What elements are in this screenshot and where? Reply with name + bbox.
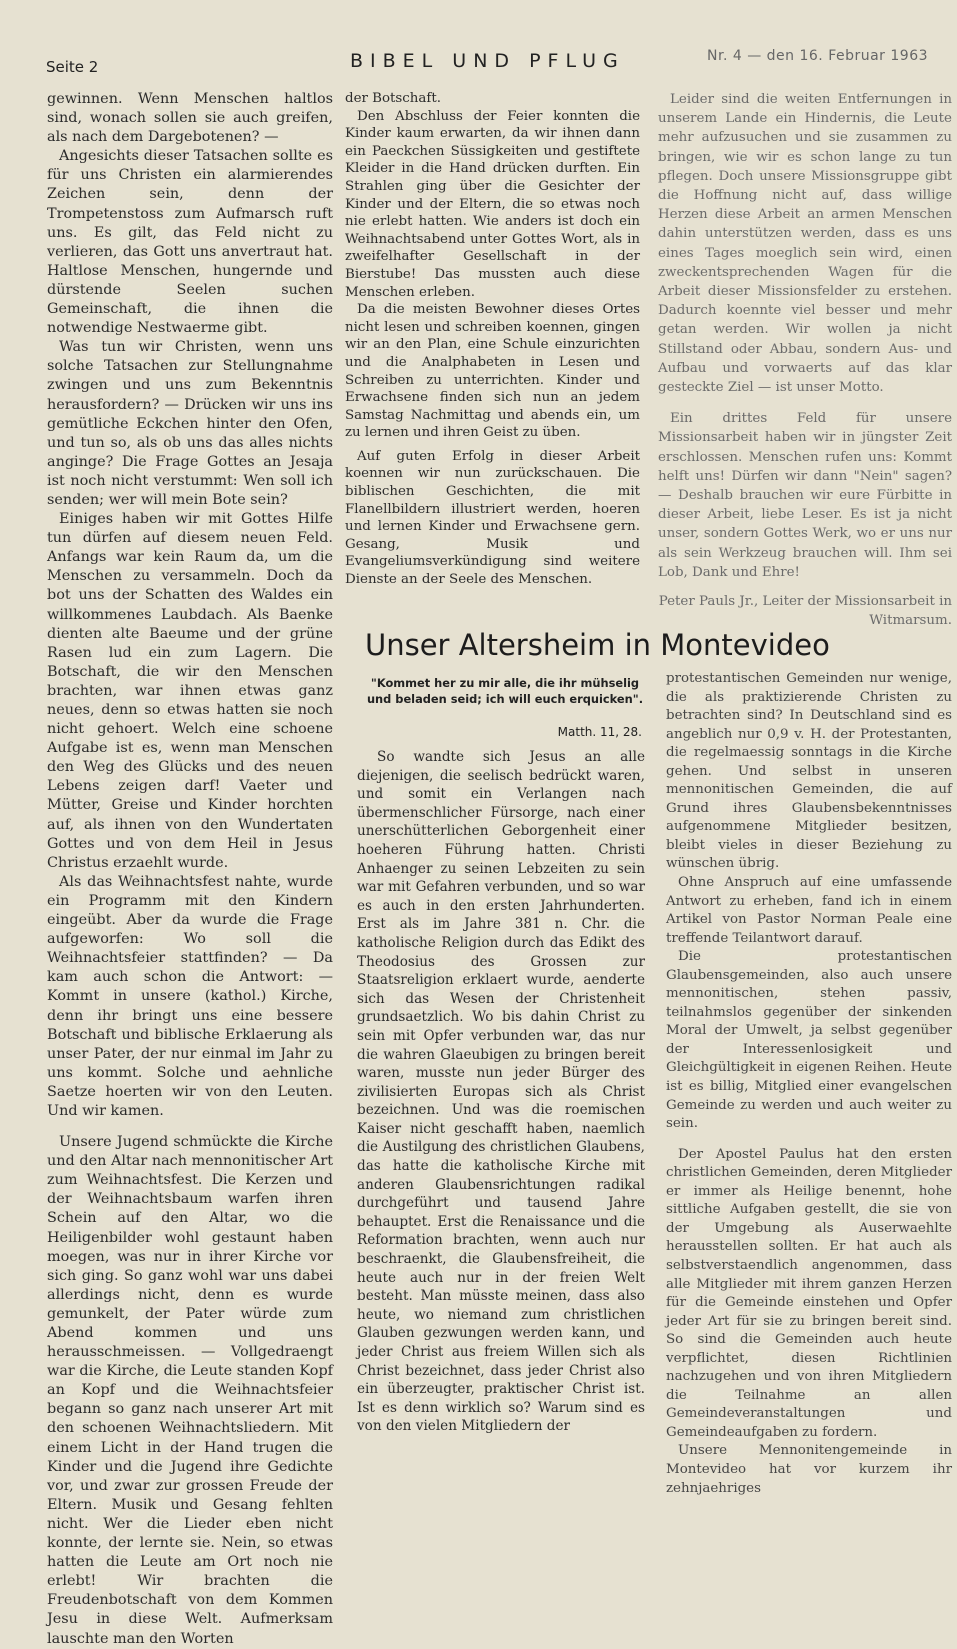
column-3	[658, 90, 952, 629]
paragraph: Die protestantischen Glaubensgemeinden, also auch unsere mennonitischen, stehen passiv, teilnahmslos gegenüber der sinkenden Moral der Umwelt, ja selbst gegenüber der Interessenlosigkeit und Gleichgültigkeit in eigenen Reihen. Heute ist es billig, Mitglied einer evangelschen Gemeinde zu werden und auch weiter zu sein.	[666, 949, 952, 1132]
paragraph: Den Abschluss der Feier konnten die Kinder kaum erwarten, da wir ihnen dann ein Paeckchen Süssigkeiten und gestiftete Kleider in die Hand drücken durften. Ein Strahlen ging über die Gesichter der Kinder und der Eltern, die so etwas noch nie erlebt hatten. Wie anders ist doch ein Weihnachtsabend unter Gottes Wort, als in zweifelhafter Gesellschaft in der Bierstube! Das mussten auch diese Menschen erleben.	[345, 108, 640, 300]
author-signature: Peter Pauls Jr., Leiter der Missionsarbeit in Witmarsum.	[658, 594, 952, 629]
paragraph: protestantischen Gemeinden nur wenige, die als praktizierende Christen zu betrachten sind? In Deutschland sind es angeblich nur 0,9 v. H. der Protestanten, die regelmaessig sonntags in die Kirche gehen. Und selbst in unseren mennonitischen Gemeinden, die auf Grund ihres Glaubensbekenntnisses aufgenommene Mitglieder besitzen, bleibt vieles in dieser Beziehung zu wünschen übrig.	[666, 671, 952, 872]
newspaper-title: BIBEL UND PFLUG	[350, 50, 625, 72]
bible-quote: "Kommet her zu mir alle, die ihr mühselig und beladen seid; ich will euch erquicken".	[366, 676, 644, 706]
paragraph: der Botschaft.	[345, 91, 442, 106]
issue-date: Nr. 4 — den 16. Februar 1963	[707, 48, 929, 64]
paragraph: Da die meisten Bewohner dieses Ortes nicht lesen und schreiben koennen, gingen wir an den Plan, eine Schule einzurichten und die Analphabeten in Lesen und Schreiben zu unterrichten. Kinder und Erwachsene finden sich nun an jedem Samstag Nachmittag und abends ein, um zu lernen und ihren Geist zu üben.	[345, 302, 640, 441]
column-2	[345, 90, 640, 615]
paragraph: gewinnen. Wenn Menschen haltlos sind, wonach sollen sie auch greifen, als nach dem Dargebotenen? —	[47, 91, 333, 146]
column-1	[47, 90, 333, 1647]
column-5	[666, 670, 952, 1496]
paragraph: Was tun wir Christen, wenn uns solche Tatsachen zur Stellungnahme zwingen und uns zum Bekenntnis herausfordern? — Drücken wir uns ins gemütliche Eckchen hinter den Ofen, und tun so, als ob uns das alles nichts anginge? Die Frage Gottes an Jesaja ist noch nicht verstummt: Wen soll ich senden; wer will mein Bote sein?	[47, 339, 333, 508]
page-header	[0, 0, 957, 90]
paragraph: Ohne Anspruch auf eine umfassende Antwort zu erheben, fand ich in einem Artikel von Pastor Norman Peale eine treffende Teilantwort darauf.	[666, 875, 952, 946]
paragraph: Als das Weihnachtsfest nahte, wurde ein Programm mit den Kindern eingeübt. Aber da wurde die Frage aufgeworfen: Wo soll die Weihnachtsfeier stattfinden? — Da kam auch schon die Antwort: — Kommt in unsere (kathol.) Kirche, denn ihr bringt uns eine bessere Botschaft und biblische Erklaerung als unser Pater, der nur einmal im Jahr zu uns kommt. Solche und aehnliche Saetze hoerten wir von den Leuten. Und wir kamen.	[47, 873, 333, 1119]
paragraph: Angesichts dieser Tatsachen sollte es für uns Christen ein alarmierendes Zeichen sein, denn der Trompetenstoss zum Aufmarsch ruft uns. Es gilt, das Feld nicht zu verlieren, das Gott uns anvertraut hat. Haltlose Menschen, hungernde und dürstende Seelen suchen Gemeinschaft, die ihnen die notwendige Nestwaerme gibt.	[47, 148, 333, 337]
column-4	[357, 748, 645, 1435]
article-title: Unser Altersheim in Montevideo	[365, 628, 830, 662]
paragraph: Einiges haben wir mit Gottes Hilfe tun dürfen auf diesem neuen Feld. Anfangs war kein Raum da, um die Menschen zu versammeln. Doch da bot uns der Schatten des Waldes ein willkommenes Laubdach. Als Baenke dienten alte Baeume und der grüne Rasen lud ein zum Lagern. Die Botschaft, die wir den Menschen brachten, war ihnen etwas ganz neues, denn so etwas hatten sie noch nicht gehoert. Welch eine schoene Aufgabe ist es, wenn man Menschen den Weg des Glücks und des neuen Lebens zeigen darf! Vaeter und Mütter, Greise und Kinder horchten auf, als ihnen von den Wundertaten Gottes und von dem Heil in Jesus Christus erzaehlt wurde.	[47, 511, 333, 871]
paragraph: Leider sind die weiten Entfernungen in unserem Lande ein Hindernis, die Leute mehr aufzusuchen und sie zusammen zu bringen, wie wir es schon lange zu tun pflegen. Doch unsere Missionsgruppe gibt die Hoffnung nicht auf, dass willige Herzen diese Arbeit an armen Menschen dahin unterstützen werden, dass es uns eines Tages moeglich sein wird, einen zweckentsprechenden Wagen für die Arbeit dieser Missionsfelder zu erstehen. Dadurch koennte viel besser und mehr getan werden. Wir wollen ja nicht Stillstand oder Abbau, sondern Aus- und Aufbau und vorwaerts auf das klar gesteckte Ziel — ist unser Motto.	[658, 92, 952, 396]
paragraph: So wandte sich Jesus an alle diejenigen, die seelisch bedrückt waren, und somit ein Verlangen nach übermenschlicher Fürsorge, nach einer unerschütterlichen Geborgenheit einer hoeheren Führung hatten. Christi Anhaenger zu seinen Lebzeiten zu sein war mit Gefahren verbunden, und so war es auch in den ersten Jahrhunderten. Erst als im Jahre 381 n. Chr. die katholische Religion durch das Edikt des Theodosius des Grossen zur Staatsreligion erklaert wurde, aenderte sich das Wesen der Christenheit grundsaetzlich. Wo bis dahin Christ zu sein mit Opfer verbunden war, das nur die wahren Glaeubigen zu bringen bereit waren, musste nun jeder Bürger des zivilisierten Europas sich als Christ bezeichnen. Und was die roemischen Kaiser nicht geschafft haben, naemlich die Austilgung des christlichen Glaubens, das hatte die katholische Kirche mit anderen Glaubensrichtungen radikal durchgeführt und tausend Jahre behauptet. Erst die Renaissance und die Reformation brachten, wenn auch nur beschraenkt, die Glaubensfreiheit, die heute auch nur in der freien Welt besteht. Man müsste meinen, dass also heute, wo niemand zum christlichen Glauben gezwungen werden kann, und jeder Christ aus freiem Willen sich als Christ bezeichnet, dass jeder Christ also ein überzeugter, praktischer Christ ist. Ist es denn wirklich so? Warum sind es von den vielen Mitgliedern der	[357, 749, 645, 1435]
page-number: Seite 2	[46, 58, 99, 76]
paragraph: Auf guten Erfolg in dieser Arbeit koennen wir nun zurückschauen. Die biblischen Geschichten, die mit Flanellbildern illustriert werden, hoeren und lernen Kinder und Erwachsene gern. Gesang, Musik und Evangeliumsverkündigung sind weitere Dienste an der Seele des Menschen.	[345, 448, 640, 588]
paragraph: Ein drittes Feld für unsere Missionsarbeit haben wir in jüngster Zeit erschlossen. Menschen rufen uns: Kommt helft uns! Dürfen wir dann "Nein" sagen? — Deshalb brauchen wir eure Fürbitte in dieser Arbeit, liebe Leser. Es ist ja nicht unser, sondern Gottes Werk, wo er uns nur als sein Werkzeug brauchen will. Ihm sei Lob, Dank und Ehre!	[658, 411, 952, 580]
paragraph: Unsere Mennonitengemeinde in Montevideo hat vor kurzem ihr zehnjaehriges	[666, 1443, 952, 1496]
paragraph: Der Apostel Paulus hat den ersten christlichen Gemeinden, deren Mitglieder er immer als Heilige benennt, hohe sittliche Aufgaben gestellt, die sie von der Umgebung als Auserwaehlte herausstellen sollten. Er hat auch als selbstverstaendlich angenommen, dass alle Mitglieder mit ihrem ganzen Herzen für die Gemeinde einstehen und Opfer jeder Art für sie zu bringen bereit sind. So sind die Gemeinden auch heute verpflichtet, diesen Richtlinien nachzugehen und von ihren Mitgliedern die Teilnahme an allen Gemeindeveranstaltungen und Gemeindeaufgaben zu fordern.	[666, 1146, 952, 1440]
paragraph: Unsere Jugend schmückte die Kirche und den Altar nach mennonitischer Art zum Weihnachtsfest. Die Kerzen und der Weihnachtsbaum warfen ihren Schein auf den Altar, wo die Heiligenbilder wohl gestaunt haben moegen, was nur in ihrer Kirche vor sich ging. So ganz wohl war uns dabei allerdings nicht, denn es wurde gemunkelt, der Pater würde zum Abend kommen und uns herausschmeissen. — Vollgedraengt war die Kirche, die Leute standen Kopf an Kopf und die Weihnachtsfeier begann so ganz nach unserer Art mit den schoenen Weihnachtsliedern. Mit einem Licht in der Hand trugen die Kinder und die Jugend ihre Gedichte vor, und zwar zur grossen Freude der Eltern. Musik und Gesang fehlten nicht. Wer die Lieder eben nicht konnte, der lernte sie. Nein, so etwas hatten die Leute am Ort noch nie erlebt! Wir brachten die Freudenbotschaft von dem Kommen Jesu in diese Welt. Aufmerksam lauschte man den Worten	[47, 1134, 333, 1647]
bible-reference: Matth. 11, 28.	[557, 725, 642, 739]
